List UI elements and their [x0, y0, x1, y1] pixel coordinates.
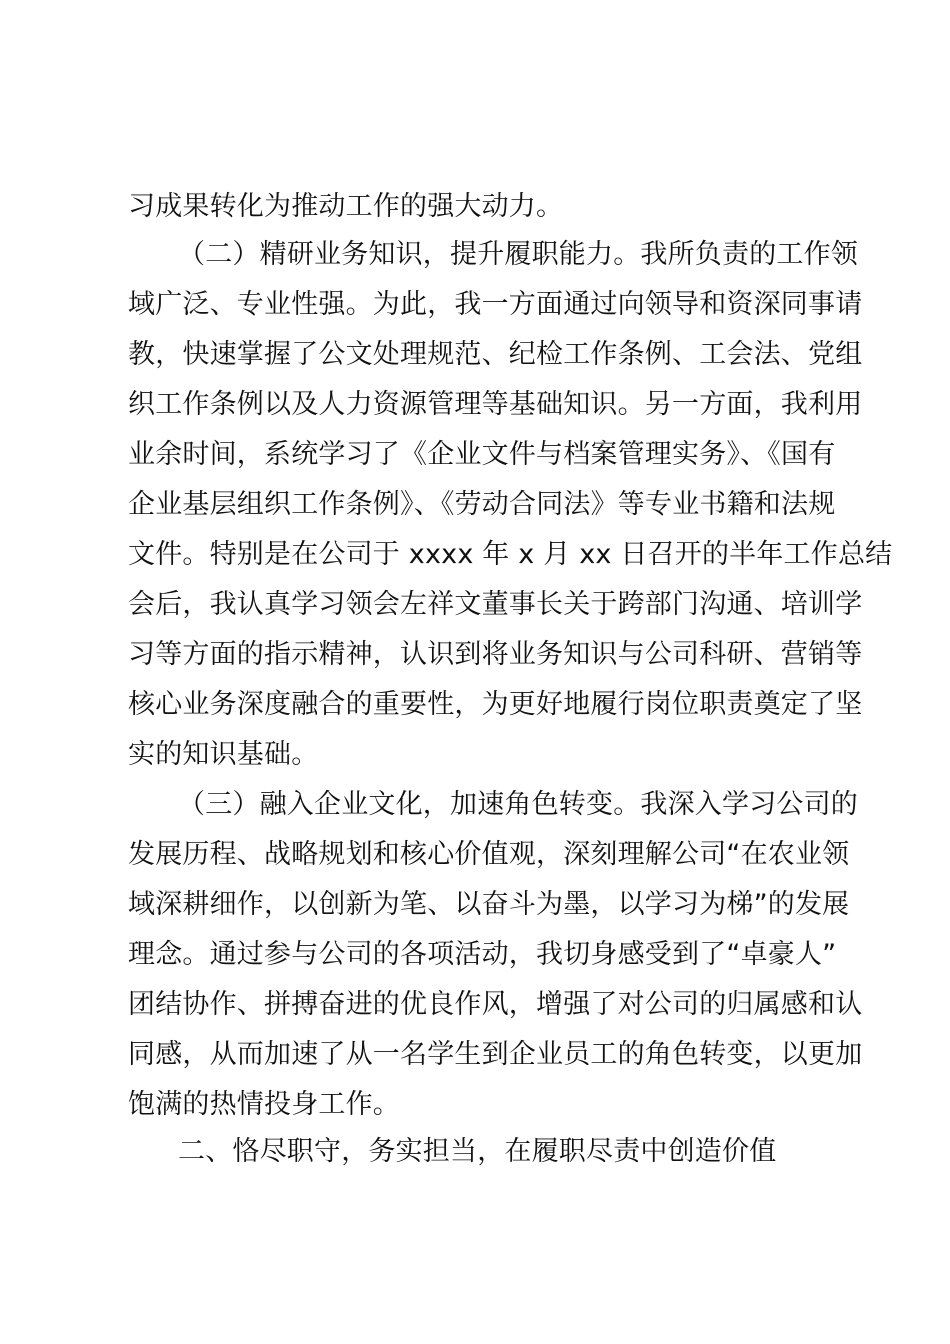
- paragraph-line: 习成果转化为推动工作的强大动力。: [128, 191, 564, 222]
- paragraph-line: 域深耕细作，以创新为笔、以奋斗为墨，以学习为梯”的发展: [128, 889, 850, 920]
- paragraph-line: 核心业务深度融合的重要性，为更好地履行岗位职责奠定了坚: [128, 689, 863, 720]
- paragraph-line: 教，快速掌握了公文处理规范、纪检工作条例、工会法、党组: [128, 339, 863, 370]
- paragraph-line: 理念。通过参与公司的各项活动，我切身感受到了“卓豪人”: [128, 939, 837, 970]
- paragraph-line: （二）精研业务知识，提升履职能力。我所负责的工作领: [178, 239, 858, 270]
- paragraph-line: 域广泛、专业性强。为此，我一方面通过向领导和资深同事请: [128, 289, 863, 320]
- section-heading: 二、恪尽职守，务实担当，在履职尽责中创造价值: [178, 1136, 777, 1167]
- paragraph-line: 实的知识基础。: [128, 739, 319, 770]
- paragraph-line: 文件。特别是在公司于 xxxx 年 x 月 xx 日召开的半年工作总结: [128, 539, 893, 570]
- paragraph-line: 习等方面的指示精神，认识到将业务知识与公司科研、营销等: [128, 639, 863, 670]
- paragraph-line: 业余时间，系统学习了《企业文件与档案管理实务》、《国有: [128, 439, 836, 470]
- paragraph-line: 发展历程、战略规划和核心价值观，深刻理解公司“在农业领: [128, 839, 850, 870]
- paragraph-line: 企业基层组织工作条例》、《劳动合同法》等专业书籍和法规: [128, 489, 836, 520]
- paragraph-line: 织工作条例以及人力资源管理等基础知识。另一方面，我利用: [128, 389, 863, 420]
- paragraph-line: 同感，从而加速了从一名学生到企业员工的角色转变，以更加: [128, 1039, 863, 1070]
- paragraph-line: 饱满的热情投身工作。: [128, 1089, 400, 1120]
- paragraph-line: 会后，我认真学习领会左祥文董事长关于跨部门沟通、培训学: [128, 589, 863, 620]
- paragraph-line: （三）融入企业文化，加速角色转变。我深入学习公司的: [178, 789, 858, 820]
- paragraph-line: 团结协作、拼搏奋进的优良作风，增强了对公司的归属感和认: [128, 989, 863, 1020]
